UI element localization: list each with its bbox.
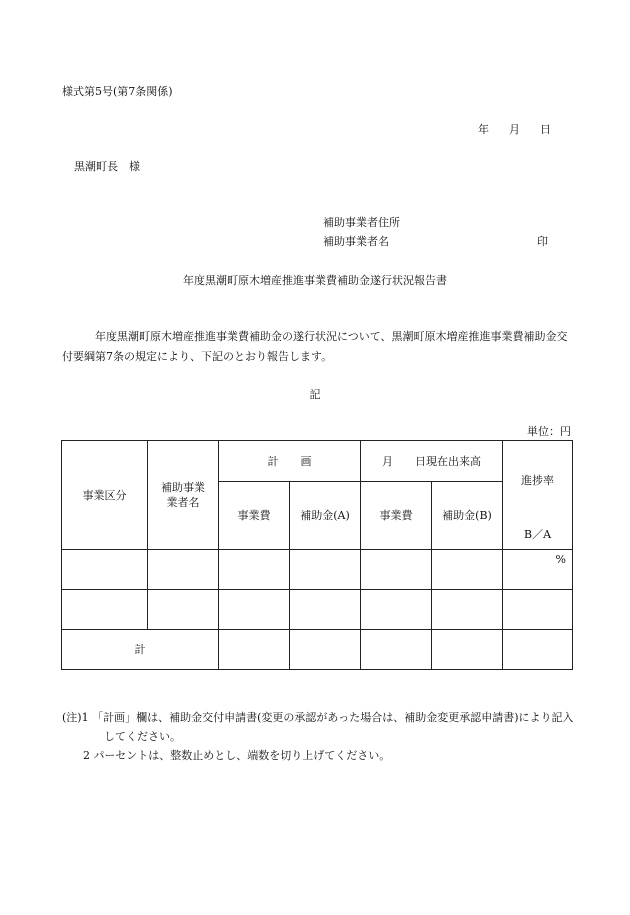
header-plan-subsidy: 補助金(A): [290, 482, 361, 550]
header-rate: [503, 441, 573, 550]
header-plan: 計 画: [219, 441, 361, 482]
unit-label: 単位：円: [527, 425, 571, 438]
table-cell[interactable]: [290, 550, 361, 590]
note-1: (注)1 「計画」欄は、補助金交付申請書(変更の承認があった場合は、補助金変更承認申請書)により記入してください。: [62, 711, 574, 743]
notes: [62, 708, 578, 765]
addressee: 黒潮町長 様: [74, 160, 140, 173]
table-cell[interactable]: [148, 590, 219, 630]
header-current-subsidy: 補助金(B): [432, 482, 503, 550]
table-cell-rate[interactable]: [503, 550, 573, 590]
table-cell[interactable]: [148, 550, 219, 590]
table-cell[interactable]: [62, 590, 148, 630]
table-cell[interactable]: [432, 630, 503, 670]
percent-sign: %: [555, 553, 566, 566]
table-cell[interactable]: [62, 550, 148, 590]
table-cell[interactable]: [361, 590, 432, 630]
note-2: 2 パーセントは、整数止めとし、端数を切り上げてください。: [83, 749, 391, 762]
rate-title: 進捗率: [521, 474, 554, 487]
applicant-name-label: 補助事業者名: [323, 235, 389, 248]
header-current: 月 日現在出来高: [361, 441, 503, 482]
rate-formula: B／A: [523, 528, 552, 541]
seal-mark: 印: [537, 235, 548, 248]
table-cell[interactable]: [503, 590, 573, 630]
table-cell[interactable]: [432, 590, 503, 630]
table-total-row: [62, 630, 573, 670]
table-cell[interactable]: [290, 630, 361, 670]
table-row: [62, 550, 573, 590]
table-cell[interactable]: [432, 550, 503, 590]
table-cell[interactable]: [219, 590, 290, 630]
form-number: 様式第5号(第7条関係): [62, 85, 173, 98]
header-category: 事業区分: [62, 441, 148, 550]
table-row: [62, 590, 573, 630]
total-label: 計: [62, 630, 219, 670]
table-cell[interactable]: [219, 550, 290, 590]
applicant-address-label: 補助事業者住所: [323, 216, 400, 229]
header-plan-cost: 事業費: [219, 482, 290, 550]
date-year: 年: [478, 123, 489, 136]
date-month: 月: [509, 123, 520, 136]
date-line: [478, 123, 551, 137]
table-cell[interactable]: [290, 590, 361, 630]
table-cell[interactable]: [361, 550, 432, 590]
document-title: 年度黒潮町原木増産推進事業費補助金遂行状況報告書: [183, 274, 447, 287]
table-cell[interactable]: [361, 630, 432, 670]
table-cell[interactable]: [503, 630, 573, 670]
date-day: 日: [540, 123, 551, 136]
body-text: 年度黒潮町原木増産推進事業費補助金の遂行状況について、黒潮町原木増産推進事業費補助金交付要綱第7条の規定により、下記のとおり報告します。: [62, 330, 568, 363]
header-operator: 補助事業 業者名: [148, 441, 219, 550]
table-cell[interactable]: [219, 630, 290, 670]
ki-heading: 記: [309, 388, 321, 401]
header-current-cost: 事業費: [361, 482, 432, 550]
report-table: [61, 440, 573, 670]
